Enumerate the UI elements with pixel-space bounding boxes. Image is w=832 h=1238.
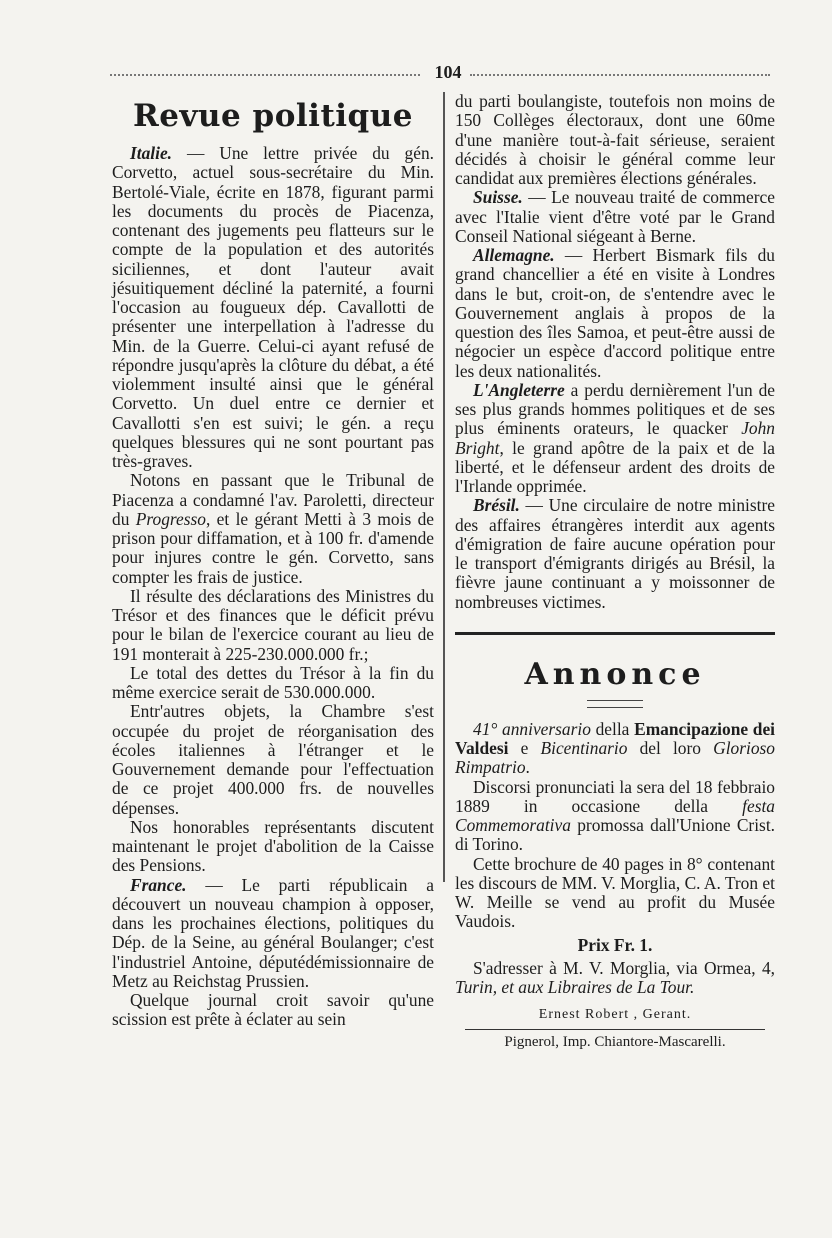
header-dotted-rule-left — [110, 74, 420, 76]
discorsi-text-a: Discorsi pronunciati la sera del 18 febbraio 1889 in occasione della — [455, 776, 775, 816]
rimpatrio-em: Glorioso Rimpatrio — [455, 738, 775, 778]
anniversary-text-c: e — [508, 738, 541, 758]
paragraph-boulangiste: du parti boulangiste, toutefois non moins de 150 Collèges électoraux, dont une 60me d'une manière tout-à-fait sérieuse, seraient décidés à choisir le général comme leur candidat aux premières élections générales. — [455, 91, 775, 188]
italie-text: — Une lettre privée du gén. Corvetto, actuel sous-secrétaire du Min. Bertolé-Viale, écrite en 1878, figurant parmi les documents du procès de Piacenza, contenant des jugements peu flatteurs sur le compte de la population et des autorités siciliennes, et dont l'auteur avait jésuitiquement décliné la paternité, a fourni l'occasion au fougueux dép. Cavallotti de présenter une interpellation à l'adresse du Min. de la Guerre. Celui-ci ayant refusé de répondre jusqu'après la clôture du débat, a été violemment insulté ainsi que le général Corvetto. Un duel entre ce dernier et Cavallotti s'en est suivi; le gén. a reçu quelques blessures qui ne sont pourtant pas très-graves. — [112, 143, 434, 471]
section-label-italie: Italie. — [130, 143, 173, 163]
paragraph-tresor: Il résulte des déclarations des Ministres du Trésor et des finances que le déficit prévu pour le bilan de l'exercice courant au lieu de 191 monterait à 225-230.000.000 fr.; — [112, 585, 434, 664]
section-label-bresil: Brésil. — [473, 495, 520, 516]
bresil-text: — Une circulaire de notre ministre des affaires étrangères interdit aux agents d'émigration de faire aucune opération pour le transport d'émigrants dirigés au Brésil, la fièvre jaune continuant a y moissonner de nombreuses victimes. — [455, 495, 775, 612]
gerant-signature: Ernest Robert , Gerant. — [538, 1007, 692, 1023]
right-column — [455, 92, 775, 1051]
annonce-brochure: Cette brochure de 40 pages in 8° contenant les discours de MM. V. Morglia, C. A. Tron et W. Meille se vend au profit du Musée Vaudois. — [455, 853, 775, 932]
annonce-heading: Annonce — [524, 656, 706, 692]
france-text: — Le parti républicain a découvert un nouveau champion à opposer, dans les prochaines élections, politiques du Dép. de la Seine, au général Boulanger; c'est l'industriel Antoine, députédémissionnaire de Metz au Reichstag Prussien. — [112, 874, 434, 991]
section-label-suisse: Suisse. — [473, 187, 523, 208]
suisse-text: — Le nouveau traité de commerce avec l'Italie vient d'être voté par le Grand Conseil National siégeant à Berne. — [455, 187, 775, 246]
page-header — [110, 58, 770, 88]
header-dotted-rule-right — [470, 74, 770, 76]
section-separator-rule — [455, 632, 775, 635]
anniversary-text-e: del loro — [627, 738, 714, 758]
angleterre-text-b: , le grand apôtre de la paix et de la liberté, et le défenseur ardent des droits de l'Irlande opprimée. — [455, 437, 775, 496]
tribunal-text-a: Notons en passant que le Tribunal de Piacenza a condamné l'av. Paroletti, directeur du — [112, 470, 434, 529]
ornament-rule — [587, 700, 643, 708]
printer-rule — [465, 1029, 765, 1030]
anniversary-text-a: della — [590, 718, 635, 739]
paragraph-pensions: Nos honorables représentants discutent maintenant le projet d'abolition de la Caisse des Pensions. — [112, 816, 434, 876]
address-text: S'adresser à M. V. Morglia, via Ormea, 4, — [473, 957, 775, 978]
column-divider — [443, 92, 445, 882]
paragraph-france — [112, 876, 434, 992]
left-column — [112, 92, 434, 1030]
annonce-anniversary — [455, 720, 775, 778]
paragraph-angleterre — [455, 381, 775, 497]
paragraph-suisse — [455, 188, 775, 246]
discorsi-text-b: promossa dall'Unione Crist. di Torino. — [455, 815, 775, 855]
annonce-price: Prix Fr. 1. — [577, 934, 653, 955]
paragraph-tribunal — [112, 471, 434, 587]
paragraph-bresil — [455, 496, 775, 612]
anniversary-text-g: . — [525, 757, 530, 778]
address-em: Turin, et aux Libraires de La Tour. — [455, 977, 695, 997]
progresso-title: Progresso — [135, 508, 206, 529]
festa-em: festa Commemorativa — [455, 795, 775, 835]
section-label-angleterre: L'Angleterre — [473, 379, 565, 400]
paragraph-allemagne — [455, 246, 775, 381]
paragraph-ecoles: Entr'autres objets, la Chambre s'est occupée du projet de réorganisation des écoles italiennes à l'étranger et le Gouvernement demande pour l'effectuation de ce projet 400.000 frs. de nouvelles dépenses. — [112, 701, 434, 818]
paragraph-dettes: Le total des dettes du Trésor à la fin du même exercice serait de 530.000.000. — [112, 662, 434, 702]
tribunal-text-b: , et le gérant Metti à 3 mois de prison pour diffamation, et à 100 fr. d'amende pour injures contre le gén. Corvetto, sans compter les frais de justice. — [112, 508, 434, 587]
anniversary-em: 41° anniversario — [473, 718, 591, 739]
emancipazione-bold: Emancipazione dei Valdesi — [455, 718, 776, 758]
john-bright-name: John Bright — [455, 418, 775, 458]
angleterre-text-a: a perdu dernièrement l'un de ses plus grands hommes politiques et de ses plus éminents orateurs, le quacker — [455, 379, 775, 439]
section-label-allemagne: Allemagne. — [473, 245, 555, 265]
printer-line: Pignerol, Imp. Chiantore-Mascarelli. — [504, 1034, 726, 1051]
paragraph-italie — [112, 144, 434, 471]
section-title: Revue politique — [133, 98, 413, 134]
allemagne-text: — Herbert Bismark fils du grand chancellier a été en visite à Londres dans le but, croit-on, de s'entendre avec le Gouvernement anglais à propos de la question des îles Samoa, et peut-être aussi de négocier un espèce d'accord politique entre les deux nationalités. — [455, 245, 775, 381]
page-number: 104 — [434, 62, 462, 82]
paragraph-scission: Quelque journal croit savoir qu'une scission est prête à éclater au sein — [112, 990, 434, 1030]
annonce-discorsi — [455, 778, 775, 855]
bicentinario-em: Bicentinario — [540, 738, 628, 758]
section-label-france: France. — [130, 874, 187, 895]
annonce-address — [455, 959, 775, 998]
